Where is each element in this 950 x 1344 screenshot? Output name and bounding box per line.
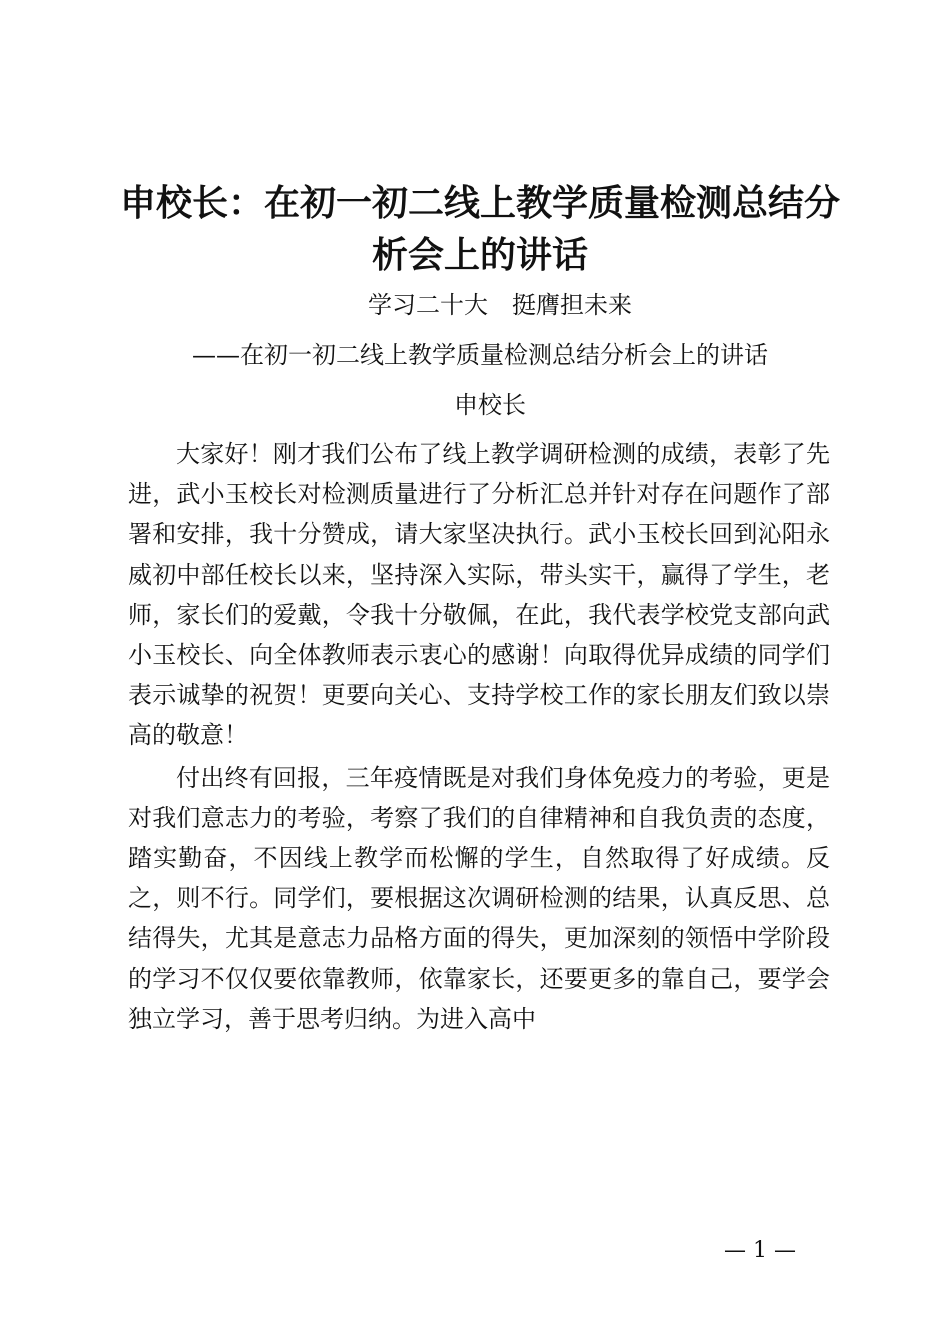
document-subtitle-secondary: ——在初一初二线上教学质量检测总结分析会上的讲话 bbox=[192, 341, 768, 369]
body-paragraph: 大家好！刚才我们公布了线上教学调研检测的成绩，表彰了先进，武小玉校长对检测质量进行了分析汇总并针对存在问题作了部署和安排，我十分赞成，请大家坚决执行。武小玉校长回到沁阳永威初中部任校长以来，坚持深入实际，带头实干，赢得了学生，老师，家长们的爱戴，令我十分敬佩，在此，我代表学校党支部向武小玉校长、向全体教师表示衷心的感谢！向取得优异成绩的同学们表示诚挚的祝贺！更要向关心、支持学校工作的家长朋友们致以崇高的敬意！ bbox=[128, 440, 830, 750]
document-subtitle: 学习二十大 挺膺担未来 bbox=[368, 291, 632, 319]
page-number: — 1 — bbox=[724, 1238, 796, 1263]
body-paragraph: 付出终有回报，三年疫情既是对我们身体免疫力的考验，更是对我们意志力的考验，考察了我们的自律精神和自我负责的态度，踏实勤奋，不因线上教学而松懈的学生，自然取得了好成绩。反之，则不行。同学们，要根据这次调研检测的结果，认真反思、总结得失，尤其是意志力品格方面的得失，更加深刻的领悟中学阶段的学习不仅仅要依靠教师，依靠家长，还要更多的靠自己，要学会独立学习，善于思考归纳。为进入高中 bbox=[128, 763, 830, 1033]
document-body bbox=[128, 434, 830, 1039]
document-title: 申校长：在初一初二线上教学质量检测总结分析会上的讲话 bbox=[120, 183, 841, 276]
document-author: 申校长 bbox=[454, 391, 526, 419]
